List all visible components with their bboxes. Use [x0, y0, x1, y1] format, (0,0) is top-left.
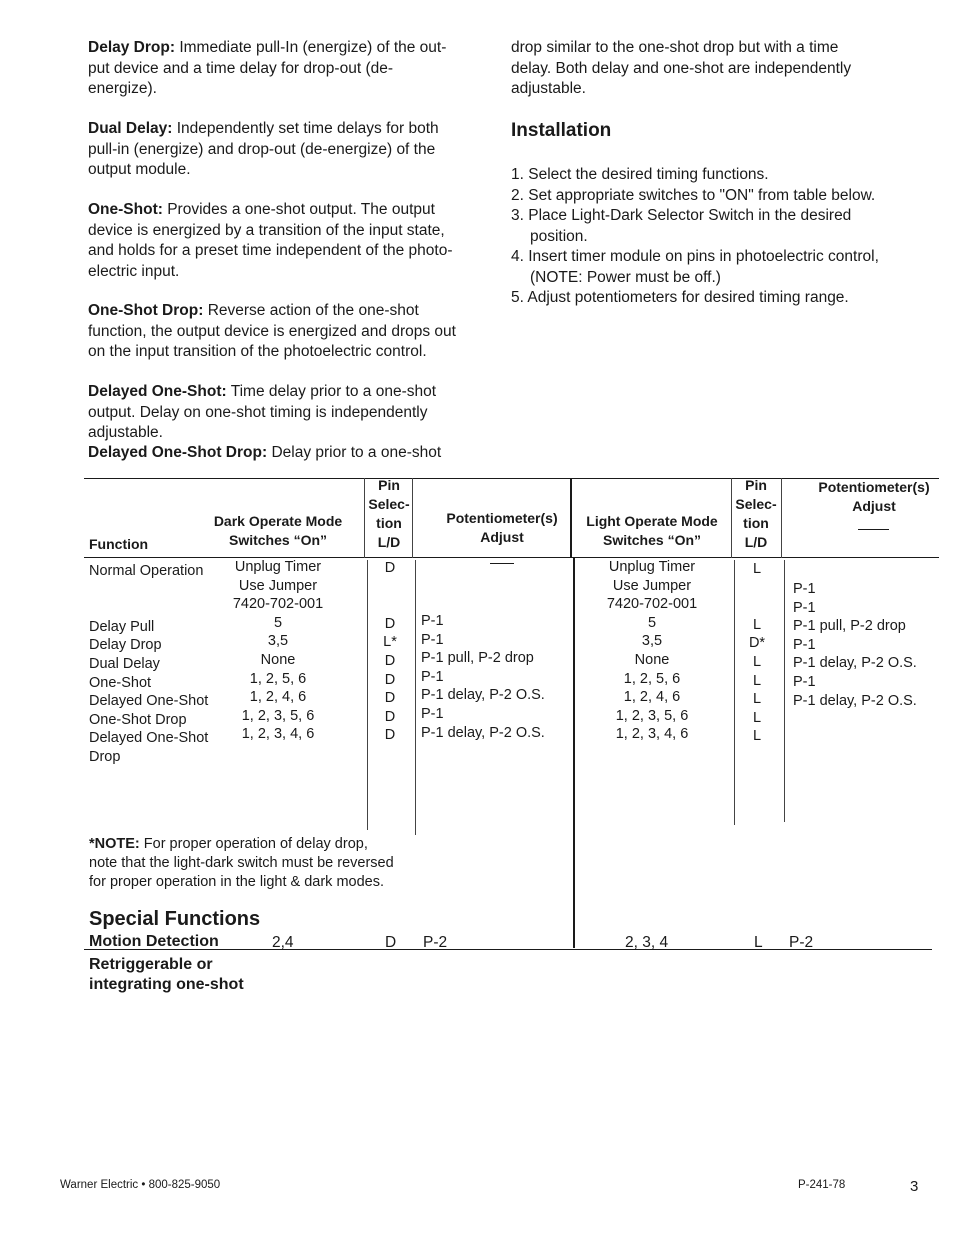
motion-light-pot: P-2 — [789, 934, 814, 951]
definition-one-shot-drop: One-Shot Drop: Reverse action of the one-shot function, the output device is energized and drops out on the input transition of the photoelectric control. — [88, 302, 456, 360]
installation-heading: Installation — [511, 120, 612, 141]
table-note: *NOTE: For proper operation of delay drop, note that the light-dark switch must be reversed for proper operation in the light & dark modes. — [89, 836, 394, 890]
footer-company: Warner Electric • 800-825-9050 — [60, 1179, 221, 1191]
dark-pots-column: P-1 P-1 P-1 pull, P-2 drop P-1 P-1 delay, P-2 O.S. P-1 P-1 delay, P-2 O.S. — [421, 613, 545, 741]
function-name: One-Shot — [89, 674, 152, 691]
definition-delayed-one-shot-drop: Delayed One-Shot Drop: Delay prior to a one-shot — [88, 444, 442, 461]
header-dark-mode: Dark Operate Mode Switches “On” — [213, 513, 343, 548]
header-function: Function — [89, 536, 149, 552]
header-pin-dark: Pin Selec- tion L/D — [368, 477, 410, 550]
col-divider — [784, 560, 785, 822]
definition-delay-drop: Delay Drop: Immediate pull-In (energize) of the out- put device and a time delay for drop-out (de- energize). — [88, 39, 447, 97]
right-intro: drop similar to the one-shot drop but with a time delay. Both delay and one-shot are independently adjustable. — [511, 39, 852, 97]
short-dash — [490, 563, 514, 564]
footer-doc-code: P-241-78 — [798, 1179, 846, 1191]
installation-step: 1. Select the desired timing functions. — [511, 166, 769, 183]
motion-dark-pot: P-2 — [423, 934, 448, 951]
term: Delay Drop: — [88, 39, 175, 56]
definition-delayed-one-shot: Delayed One-Shot: Time delay prior to a one-shot output. Delay on one-shot timing is independently adjustable. — [88, 383, 437, 441]
function-name: One-Shot Drop — [89, 711, 187, 728]
term: Delayed One-Shot Drop: — [88, 444, 268, 461]
term: Delayed One-Shot: — [88, 383, 227, 400]
special-functions-heading: Special Functions — [89, 908, 261, 930]
motion-dark-pin: D — [385, 934, 397, 951]
motion-light-switches: 2, 3, 4 — [625, 934, 669, 951]
installation-step: 5. Adjust potentiometers for desired timing range. — [511, 289, 849, 306]
installation-steps — [511, 165, 901, 309]
function-name: Normal Operation — [89, 563, 204, 579]
term: One-Shot: — [88, 201, 163, 218]
function-name — [89, 581, 208, 600]
installation-step: 4. Insert timer module on pins in photoelectric control, (NOTE: Power must be off.) — [511, 248, 879, 286]
table-center-divider-lower — [573, 558, 575, 948]
definition-one-shot: One-Shot: Provides a one-shot output. The output device is energized by a transition of the input state, and holds for a preset time independent of the photo- electric input. — [88, 201, 453, 280]
function-name: Delay Drop — [89, 637, 162, 654]
header-light-mode: Light Operate Mode Switches “On” — [586, 513, 718, 548]
installation-step: 2. Set appropriate switches to "ON" from table below. — [511, 186, 876, 204]
page-number: 3 — [910, 1178, 919, 1195]
dark-pins-column: D D L* D D D D D — [383, 560, 397, 744]
function-name: Delay Pull — [89, 618, 155, 635]
installation-step: 3. Place Light-Dark Selector Switch in the desired position. — [511, 207, 852, 245]
note-label: *NOTE: — [89, 836, 140, 852]
function-name: Delayed One-Shot — [89, 730, 209, 747]
motion-light-pin: L — [754, 934, 763, 951]
motion-detection-label: Motion Detection — [89, 933, 219, 950]
col-divider — [415, 560, 416, 835]
definition-dual-delay: Dual Delay: Independently set time delays for both pull-in (energize) and drop-out (de-energize) of the output module. — [88, 120, 439, 178]
header-pot-dark: Potentiometer(s) Adjust — [446, 510, 558, 545]
retriggerable-label: Retriggerable or integrating one-shot — [89, 956, 244, 993]
short-dash — [858, 529, 889, 530]
function-name — [89, 599, 208, 618]
function-name: Dual Delay — [89, 655, 160, 672]
header-pin-light: Pin Selec- tion L/D — [735, 477, 777, 550]
definitions-column — [88, 38, 508, 464]
col-divider — [781, 478, 782, 558]
function-name: Delayed One-Shot — [89, 693, 209, 710]
light-pins-column: L L D* L L L L L — [748, 561, 766, 745]
functions-column — [89, 562, 208, 767]
light-switches-column: Unplug Timer Use Jumper 7420-702-001 5 3,5 None 1, 2, 5, 6 1, 2, 4, 6 1, 2, 3, 5, 6 1, 2, 3, 4, 6 — [606, 559, 698, 743]
dark-switches-column: Unplug Timer Use Jumper 7420-702-001 5 3,5 None 1, 2, 5, 6 1, 2, 4, 6 1, 2, 3, 5, 6 1, 2, 3, 4, 6 — [232, 559, 324, 743]
term: One-Shot Drop: — [88, 302, 204, 319]
motion-dark-switches: 2,4 — [272, 934, 294, 951]
header-pot-light: Potentiometer(s) Adjust — [818, 479, 930, 514]
function-name: Drop — [89, 748, 121, 765]
term: Dual Delay: — [88, 120, 173, 137]
light-pots-column: P-1 P-1 P-1 pull, P-2 drop P-1 P-1 delay, P-2 O.S. P-1 P-1 delay, P-2 O.S. — [793, 581, 917, 709]
